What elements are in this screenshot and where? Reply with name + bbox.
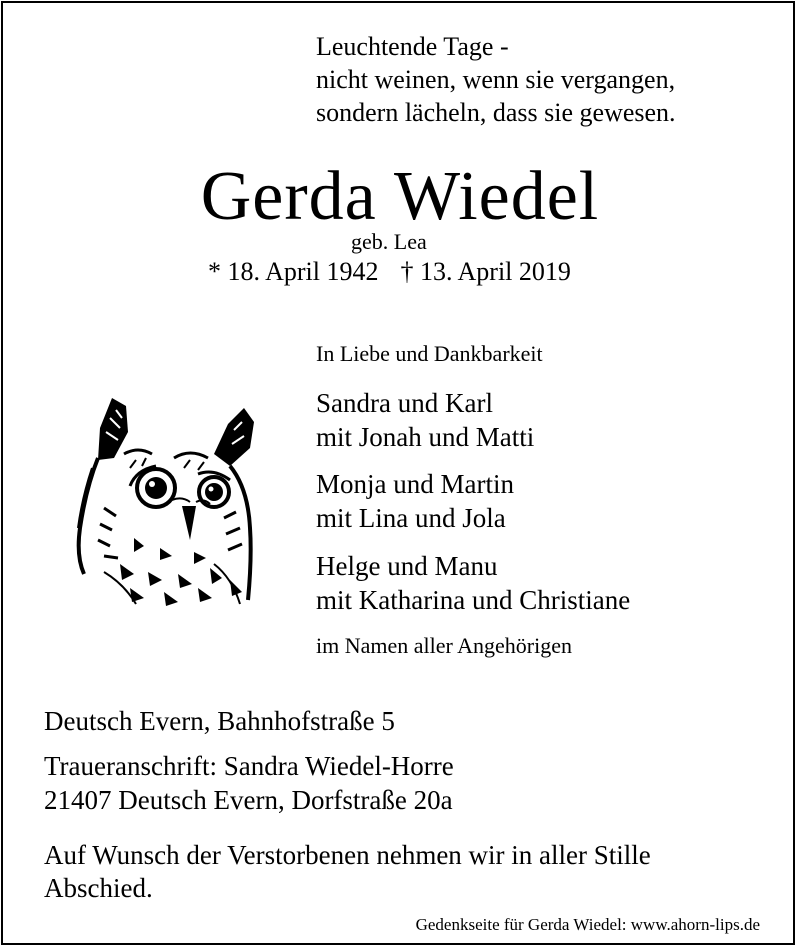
mourner-parents: Helge und Manu [316, 551, 498, 581]
quote-line: Leuchtende Tage - [316, 32, 509, 61]
notice-line: Auf Wunsch der Verstorbenen nehmen wir in aller Stille [44, 840, 651, 870]
mailing-address-line: Traueranschrift: Sandra Wiedel-Horre [44, 751, 454, 781]
quote-line: sondern lächeln, dass sie gewesen. [316, 98, 676, 127]
maiden-name: geb. Lea [351, 229, 427, 254]
mourner-children: mit Katharina und Christiane [316, 585, 631, 615]
quote-line: nicht weinen, wenn sie vergangen, [316, 65, 676, 94]
life-dates [208, 256, 571, 288]
deceased-name: Gerda Wiedel [200, 158, 600, 235]
closing-line: im Namen aller Angehörigen [316, 633, 572, 658]
memorial-quote [316, 30, 676, 129]
mourner-family [316, 549, 630, 617]
residence-address: Deutsch Evern, Bahnhofstraße 5 [44, 706, 395, 736]
mailing-address-line: 21407 Deutsch Evern, Dorfstraße 20a [44, 785, 453, 815]
death-date: † 13. April 2019 [400, 257, 571, 286]
mourner-children: mit Jonah und Matti [316, 422, 535, 452]
notice-line: Abschied. [44, 873, 153, 903]
farewell-notice [44, 839, 764, 905]
mourner-children: mit Lina und Jola [316, 503, 506, 533]
mourner-parents: Sandra und Karl [316, 388, 493, 418]
birth-date: * 18. April 1942 [208, 257, 379, 286]
mourner-parents: Monja und Martin [316, 469, 514, 499]
mourner-family [316, 467, 514, 535]
mailing-address [44, 749, 454, 817]
gratitude-line: In Liebe und Dankbarkeit [316, 341, 543, 366]
mourner-family [316, 386, 534, 454]
memorial-page-link[interactable]: Gedenkseite für Gerda Wiedel: www.ahorn-lips.de [415, 915, 760, 934]
owl-icon [64, 388, 260, 610]
